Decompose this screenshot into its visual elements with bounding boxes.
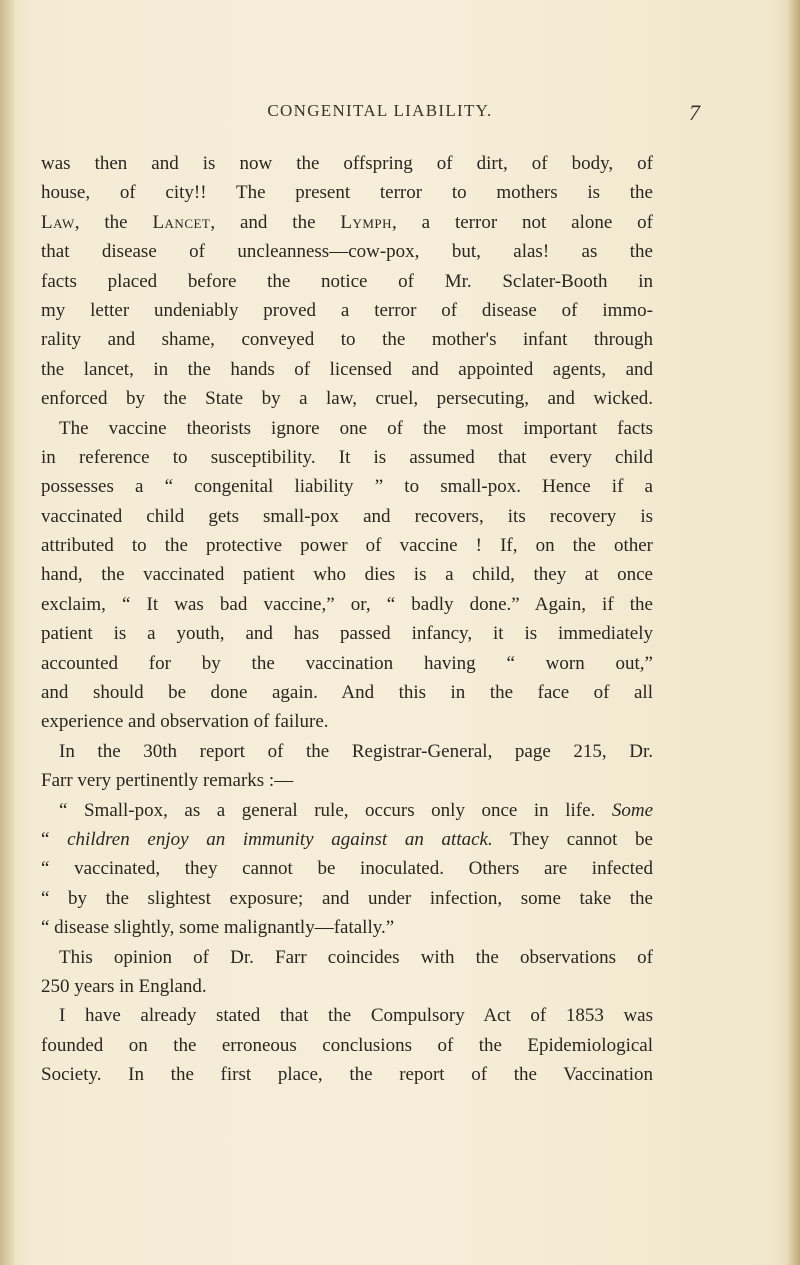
text-fragment: They cannot be	[492, 828, 653, 850]
text-fragment: , a terror not alone of	[392, 211, 653, 233]
quote-line	[41, 796, 653, 825]
italic-some: Some	[611, 799, 653, 821]
book-gutter-left	[0, 0, 14, 1265]
running-head: CONGENITAL LIABILITY.	[267, 101, 493, 120]
page-edge-right	[788, 0, 800, 1265]
text-line: in reference to susceptibility. It is assumed that every child	[41, 446, 653, 468]
text-line: Farr very pertinently remarks :—	[41, 770, 294, 792]
text-line: attributed to the protective power of vaccine ! If, on the other	[41, 535, 653, 557]
text-line: exclaim, “ It was bad vaccine,” or, “ badly done.” Again, if the	[41, 593, 653, 615]
italic-immunity: children enjoy an immunity against an attack.	[67, 828, 493, 850]
small-caps-lymph: Lymph	[340, 211, 393, 233]
quote-line	[41, 825, 653, 854]
text-line: accounted for by the vaccination having “ worn out,”	[41, 652, 653, 674]
text-line: experience and observation of failure.	[41, 711, 329, 733]
text-line: founded on the erroneous conclusions of the Epidemiological	[41, 1034, 653, 1056]
text-line: The vaccine theorists ignore one of the most important facts	[59, 417, 653, 439]
quote-line: “ vaccinated, they cannot be inoculated. Others are infected	[41, 858, 653, 880]
text-fragment: , the	[74, 211, 153, 233]
text-line: vaccinated child gets small-pox and recovers, its recovery is	[41, 505, 653, 527]
page-header	[40, 101, 720, 131]
text-fragment: “ Small-pox, as a general rule, occurs only once in life.	[59, 799, 596, 821]
page-number: 7	[689, 100, 700, 125]
text-line: patient is a youth, and has passed infancy, it is immediately	[41, 623, 653, 645]
text-line: house, of city!! The present terror to mothers is the	[41, 182, 653, 204]
text-line: 250 years in England.	[41, 975, 207, 997]
text-line: that disease of uncleanness—cow-pox, but, alas! as the	[41, 241, 653, 263]
text-line: enforced by the State by a law, cruel, persecuting, and wicked.	[41, 388, 653, 410]
small-caps-lancet: Lancet	[152, 211, 211, 233]
text-fragment: , and the	[210, 211, 341, 233]
quote-mark: “	[41, 828, 50, 850]
text-line	[41, 208, 653, 237]
text-line: possesses a “ congenital liability ” to small-pox. Hence if a	[41, 476, 653, 498]
text-line: and should be done again. And this in the face of all	[41, 682, 653, 704]
text-line: In the 30th report of the Registrar-General, page 215, Dr.	[59, 740, 653, 762]
body-text	[41, 149, 653, 1090]
text-line: the lancet, in the hands of licensed and appointed agents, and	[41, 358, 653, 380]
quote-line: “ by the slightest exposure; and under infection, some take the	[41, 887, 653, 909]
text-line: rality and shame, conveyed to the mother's infant through	[41, 329, 653, 351]
quote-line: “ disease slightly, some malignantly—fatally.”	[41, 917, 395, 939]
text-line: This opinion of Dr. Farr coincides with the observations of	[59, 946, 653, 968]
text-line: hand, the vaccinated patient who dies is a child, they at once	[41, 564, 653, 586]
text-line: I have already stated that the Compulsory Act of 1853 was	[59, 1005, 653, 1027]
small-caps-law: Law	[41, 211, 75, 233]
text-line: Society. In the first place, the report of the Vaccination	[41, 1064, 653, 1086]
text-line: facts placed before the notice of Mr. Sclater-Booth in	[41, 270, 653, 292]
text-line: my letter undeniably proved a terror of disease of immo-	[41, 299, 653, 321]
text-line: was then and is now the offspring of dirt, of body, of	[41, 153, 653, 174]
